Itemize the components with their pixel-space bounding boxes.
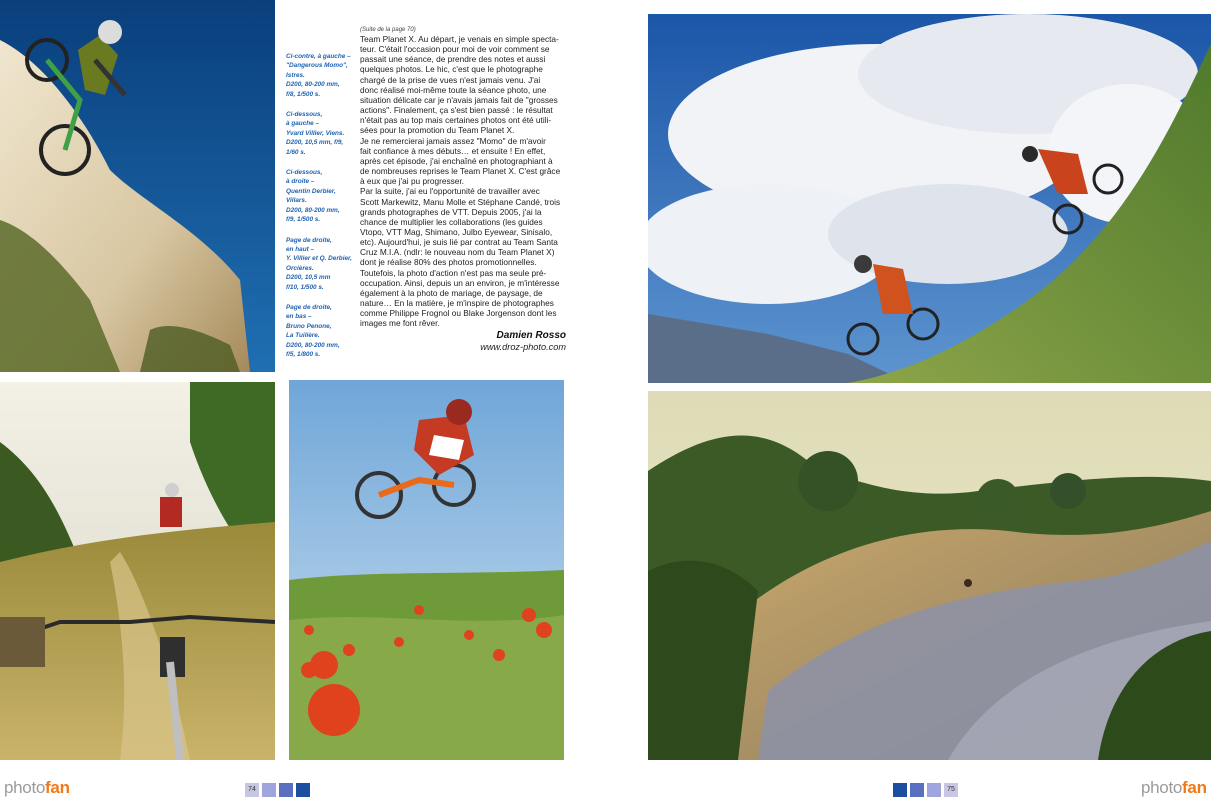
continued-note: (Suite de la page 70) (360, 27, 416, 33)
article-line: etc). Aujourd'hui, je suis lié par contrat au Team Santa (360, 237, 558, 248)
page-square (927, 783, 941, 797)
page-square (893, 783, 907, 797)
page-indicator-left (245, 783, 310, 797)
caption-line: à gauche – (286, 120, 320, 128)
photo-jump-poppies (289, 380, 564, 760)
caption-line: Ci-dessous, (286, 111, 323, 119)
caption-block (286, 168, 352, 224)
caption-block (286, 110, 352, 157)
caption-line: en bas – (286, 313, 312, 321)
article-line: comme Philippe Frognol ou Blake Jorgenson dont les (360, 308, 557, 319)
caption-line: Villars. (286, 197, 307, 205)
brand-part-photo: photo (4, 778, 46, 797)
article-line: passait une séance, de prendre des notes et aussi (360, 54, 546, 65)
caption-line: Orcières. (286, 264, 314, 272)
photo-slope-riders (648, 14, 1211, 383)
article-line: Toutefois, la photo d'action n'est pas ma seule pré- (360, 267, 547, 278)
caption-block (286, 303, 352, 359)
article-line: actions". Finalement, ça s'est bien passé : le résultat (360, 105, 553, 116)
caption-line: f/8, 1/500 s. (286, 90, 321, 98)
article-line: images me font rêver. (360, 318, 440, 329)
brand-logo-left (4, 778, 70, 798)
photo-trail-pov (0, 382, 275, 760)
author-name: Damien Rosso (496, 329, 566, 341)
article-line: nature… En la matière, je m'inspire de photographes (360, 298, 554, 309)
article-line: Team Planet X. Au départ, je venais en simple specta- (360, 34, 559, 44)
brand-logo-right (1141, 778, 1207, 798)
article-line: Scott Markewitz, Manu Molle et Stéphane Candé, trois (360, 196, 561, 207)
caption-line: D200, 10,5 mm, f/9, (286, 139, 344, 147)
caption-line: Y. Villier et Q. Derbier, (286, 255, 352, 263)
article-line: après cet épisode, j'ai enchaîné en photographiant à (360, 155, 553, 166)
caption-line: f/9, 1/500 s. (286, 216, 321, 224)
caption-line: D200, 80-200 mm, (286, 206, 340, 214)
article-line: chance de multiplier les collaborations (les guides (360, 216, 543, 227)
caption-line: 1/60 s. (286, 148, 306, 156)
article-line: chargé de la prise de vues n'est jamais venu. J'ai (360, 74, 541, 85)
photo-hillside-landscape (648, 391, 1211, 760)
caption-line: Yvard Villier, Viens. (286, 129, 345, 137)
article-line: sées pour la promotion du Team Planet X. (360, 125, 515, 136)
author-website: www.droz-photo.com (480, 341, 566, 352)
brand-part-fan: fan (1182, 778, 1207, 797)
article-line: donc réalisé moi-même toute la séance photo, une (360, 84, 547, 95)
caption-line: Ci-contre, à gauche – (286, 53, 351, 60)
caption-line: en haut – (286, 245, 315, 253)
article-line: de nombreuses reprises le Team Planet X. C'est grâce (360, 166, 561, 177)
article-line: n'était pas au top mais certaines photos ont été utili- (360, 115, 552, 126)
caption-line: à droite – (286, 178, 315, 186)
caption-line: "Dangerous Momo", (286, 62, 348, 70)
brand-part-photo: photo (1141, 778, 1183, 797)
article-line: également à la photo de mariage, de paysage, de (360, 287, 543, 298)
article-line: situation délicate car je n'avais jamais fait de "grosses (360, 94, 558, 105)
photo-captions (286, 52, 352, 370)
brand-part-fan: fan (45, 778, 70, 797)
author-signature (360, 330, 566, 353)
page-square (262, 783, 276, 797)
caption-line: f/10, 1/500 s. (286, 283, 324, 291)
article-line: dont je réalise 80% des photos promotionnelles. (360, 257, 537, 268)
caption-line: Page de droite, (286, 303, 332, 311)
article-line: Je ne remercierai jamais assez "Momo" de m'avoir (360, 135, 546, 146)
page-number-left: 74 (245, 783, 259, 797)
page-indicator-right (893, 783, 958, 797)
article-line: à eux que j'ai pu progresser. (360, 176, 464, 187)
caption-line: D200, 80-200 mm, (286, 341, 340, 349)
caption-block (286, 52, 352, 99)
article-body (360, 26, 566, 353)
page-square (279, 783, 293, 797)
article-lines (360, 34, 566, 329)
article-line: Cruz M.I.A. (ndlr: le nouveau nom du Team Planet X) (360, 247, 555, 258)
caption-line: Istres. (286, 71, 305, 79)
photo-cliff-rider (0, 0, 275, 372)
article-line: grands photographes de VTT. Depuis 2005, j'ai la (360, 206, 542, 217)
caption-line: D200, 10,5 mm (286, 274, 331, 282)
article-line: teur. C'était l'occasion pour moi de voir comment se (360, 44, 550, 55)
article-line: Par la suite, j'ai eu l'opportunité de travailler avec (360, 186, 540, 197)
page-number-right: 75 (944, 783, 958, 797)
page-square (910, 783, 924, 797)
caption-line: Ci-dessous, (286, 169, 323, 177)
article-line: occupation. Ainsi, depuis un an environ, je m'intéresse (360, 277, 560, 288)
caption-line: Quentin Derbier, (286, 187, 336, 195)
article-line: quelques photos. Le hic, c'est que le photographe (360, 64, 543, 75)
caption-line: f/5, 1/800 s. (286, 350, 321, 358)
article-line: Vtopo, VTT Mag, Shimano, Julbo Eyewear, Sinisalo, (360, 226, 553, 237)
caption-line: Page de droite, (286, 236, 332, 244)
article-line: fait confiance à mes débuts… et ensuite ! En effet, (360, 145, 546, 156)
page-square (296, 783, 310, 797)
caption-line: D200, 80-200 mm, (286, 81, 340, 89)
caption-line: La Tuilière. (286, 332, 320, 340)
caption-line: Bruno Penone, (286, 322, 332, 330)
caption-block (286, 236, 352, 292)
